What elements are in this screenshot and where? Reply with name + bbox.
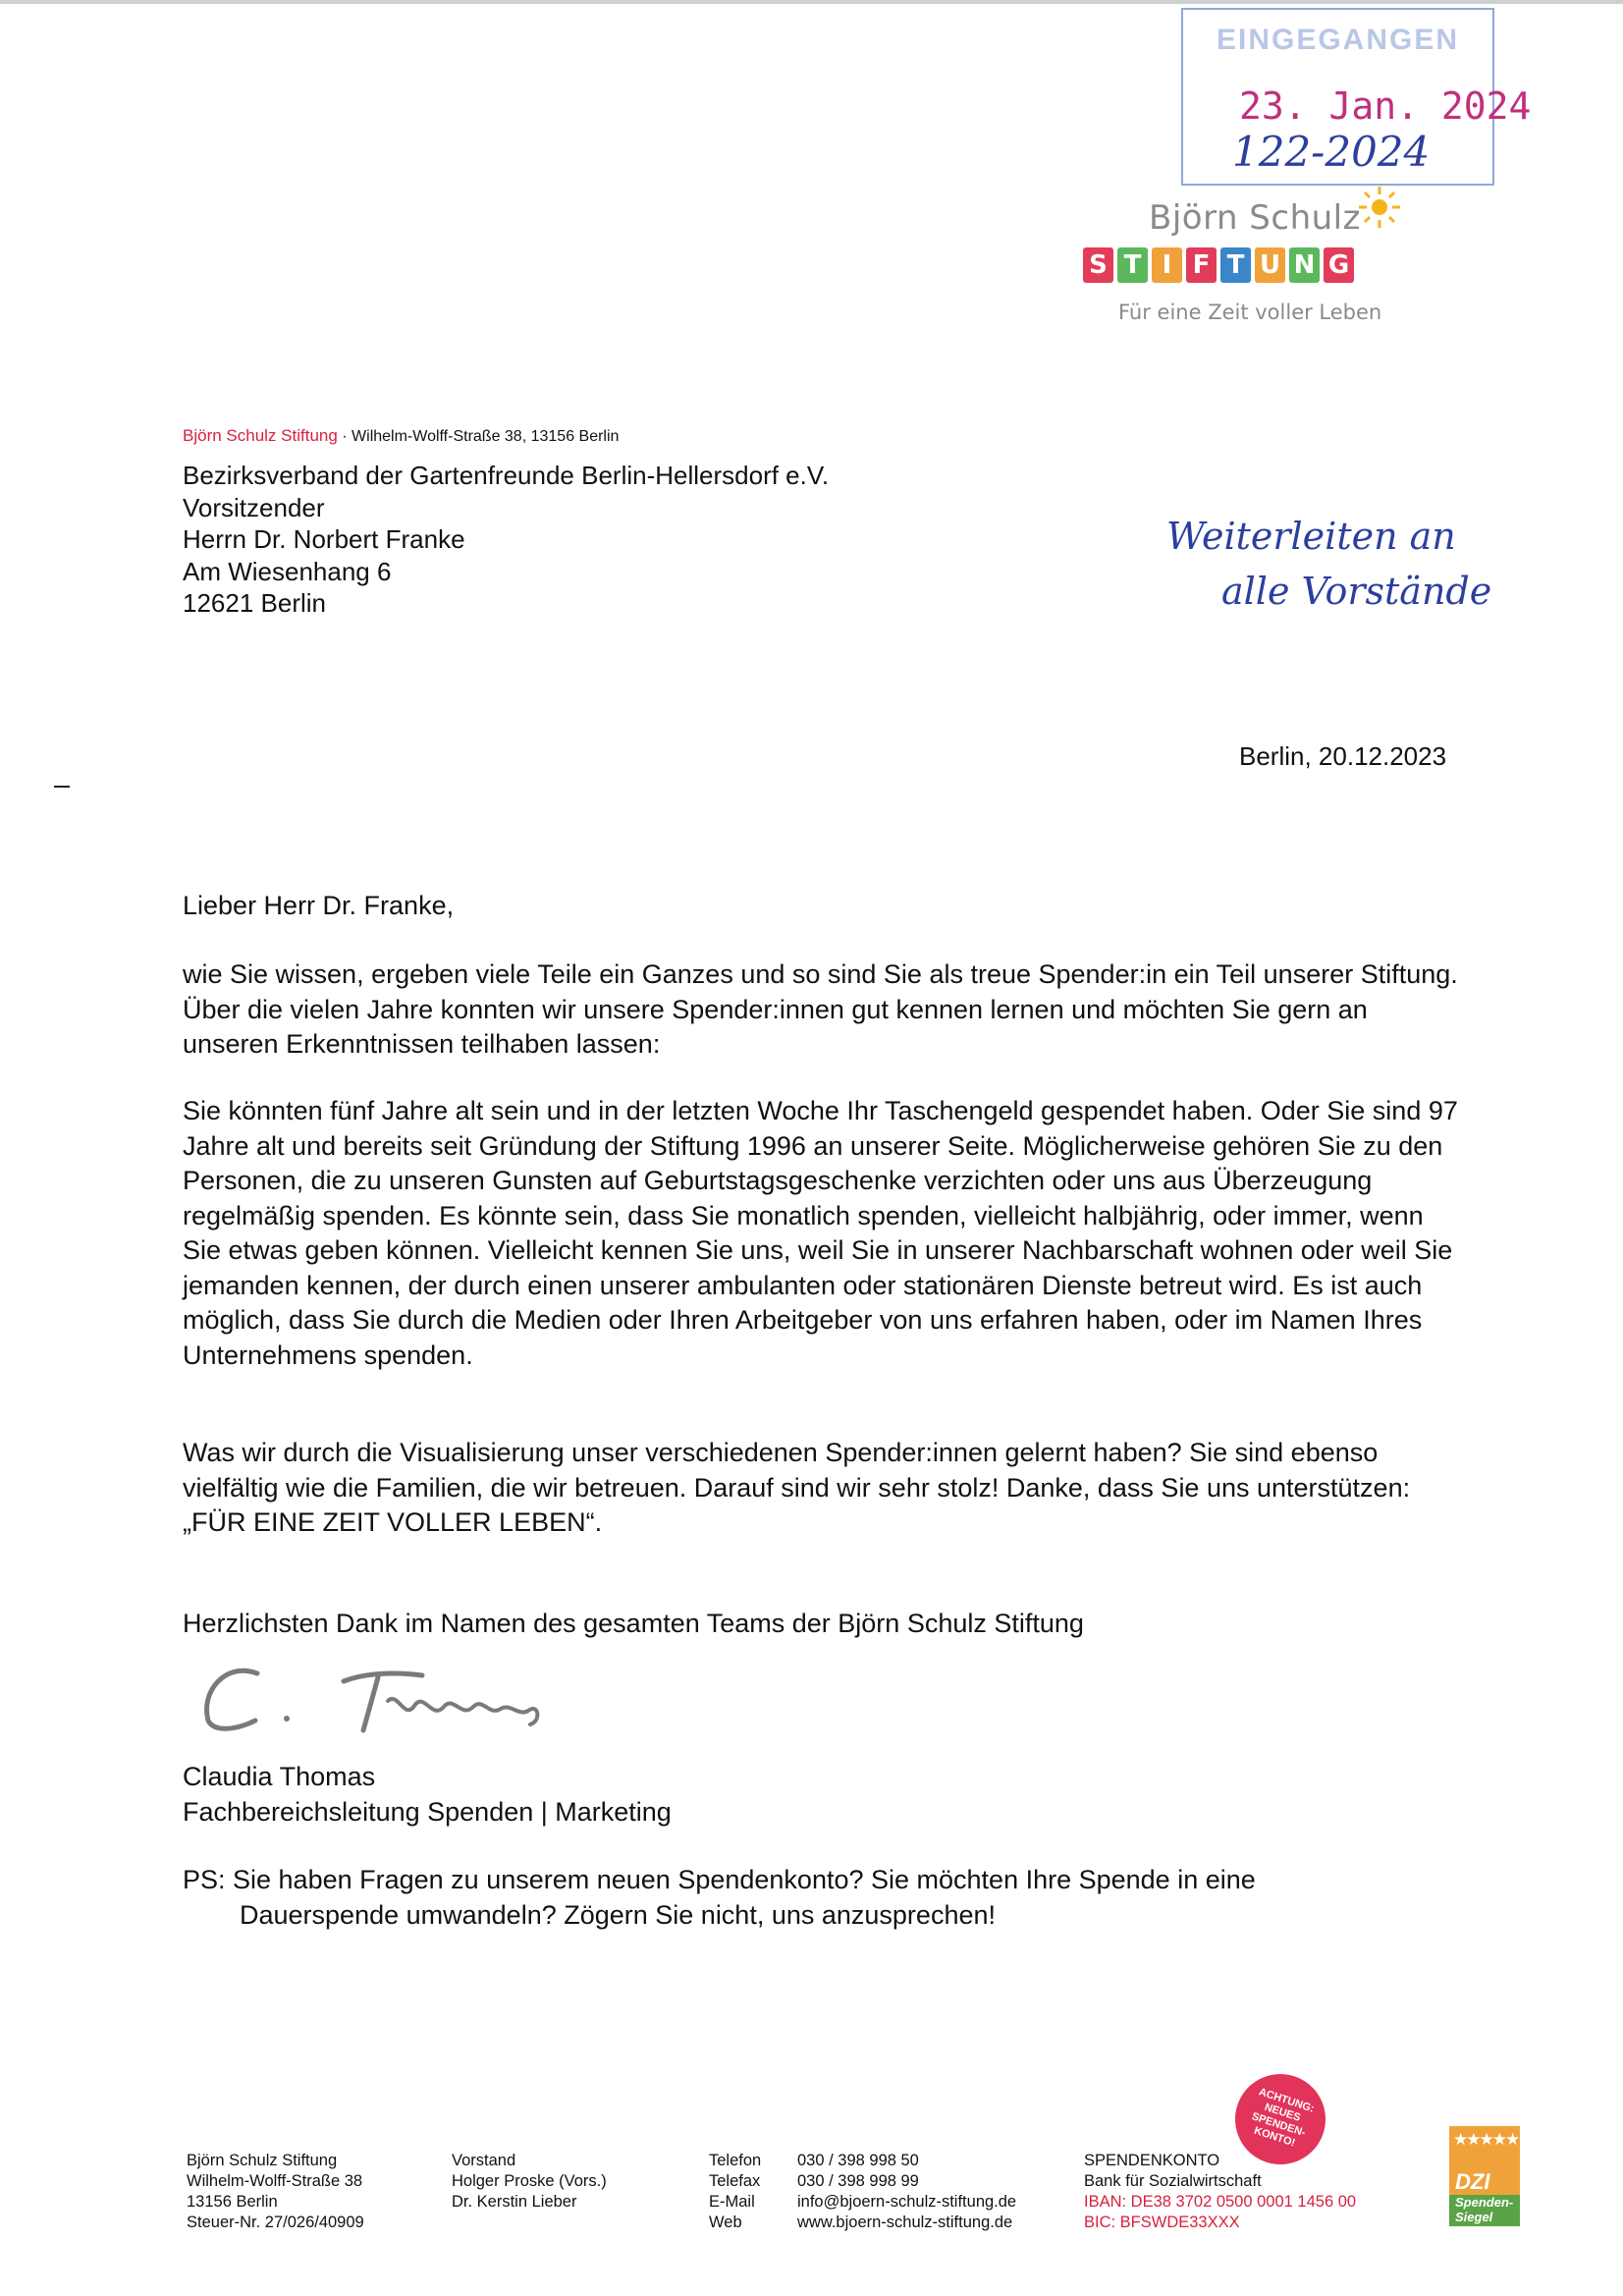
paragraph-1: wie Sie wissen, ergeben viele Teile ein Ganzes und so sind Sie als treue Spender:in ein Teil unserer Stiftung. Über die vielen Jahre konnten wir unsere Spender:innen gut kennen lernen und möchten Sie gern an unseren Erkenntnissen teilhaben lassen: [183, 959, 1458, 1059]
postscript-line: Dauerspende umwandeln? Zögern Sie nicht, uns anzusprechen! [240, 1899, 996, 1930]
logo-name: Björn Schulz [1149, 198, 1361, 238]
sender-address: · Wilhelm-Wolff-Straße 38, 13156 Berlin [337, 428, 620, 445]
footer-line: SPENDENKONTO [1084, 2152, 1220, 2169]
footer-line: Dr. Kerstin Lieber [452, 2193, 577, 2211]
footer-bic: BIC: BFSWDE33XXX [1084, 2214, 1240, 2231]
letter-date: Berlin, 20.12.2023 [1239, 741, 1447, 771]
logo-letter-tile: T [1220, 247, 1251, 283]
logo-letter-tile: I [1152, 247, 1182, 283]
recipient-line: Am Wiesenhang 6 [183, 556, 392, 586]
footer-line: E-Mail [709, 2193, 755, 2211]
logo-letter-tile: U [1255, 247, 1285, 283]
stamp-reference: 122-2024 [1232, 128, 1431, 176]
recipient-line: Herrn Dr. Norbert Franke [183, 524, 465, 554]
footer-contact-labels [709, 2151, 761, 2233]
handwritten-note-line: Weiterleiten an [1166, 515, 1456, 558]
footer-board [452, 2151, 607, 2213]
handwritten-note [1166, 509, 1491, 619]
dzi-seal-label: DZI [1455, 2169, 1490, 2194]
signer-block [183, 1760, 672, 1830]
recipient-address [183, 460, 829, 620]
logo-word-stiftung [1083, 247, 1354, 283]
logo-letter-tile: T [1117, 247, 1148, 283]
stamp-header: EINGEGANGEN [1216, 24, 1460, 56]
footer-line: Web [709, 2214, 742, 2231]
postscript [183, 1863, 1256, 1933]
fold-mark [54, 786, 70, 788]
footer-fax: 030 / 398 998 99 [797, 2172, 919, 2190]
footer-contact-values [797, 2151, 1016, 2233]
footer-email-link[interactable]: info@bjoern-schulz-stiftung.de [797, 2193, 1017, 2211]
paragraph-2: Sie könnten fünf Jahre alt sein und in der letzten Woche Ihr Taschengeld gespendet haben. Oder Sie sind 97 Jahre alt und bereits seit Gründung der Stiftung 1996 an unserer Seite. Möglicherweise gehören Sie zu den Personen, die zu unseren Gunsten auf Geburtstagsgeschenke verzichten oder uns aus Überzeugung regelmäßig spenden. Es könnte sein, dass Sie monatlich spenden, vielleicht halbjährig, oder immer, wenn Sie etwas geben können. Vielleicht kennen Sie uns, weil Sie in unserer Nachbarschaft wohnen oder weil Sie jemanden kennen, der durch einen unserer ambulanten oder stationären Dienste betreut wird. Es ist auch möglich, dass Sie durch die Medien oder Ihren Arbeitgeber von uns erfahren haben, oder im Namen Ihres Unternehmens spenden. [183, 1096, 1458, 1370]
footer-line: Björn Schulz Stiftung [187, 2152, 338, 2169]
footer-line: Vorstand [452, 2152, 516, 2169]
stamp-date: 23. Jan. 2024 [1239, 84, 1532, 128]
footer-line: Holger Proske (Vors.) [452, 2172, 607, 2190]
recipient-line: 12621 Berlin [183, 588, 326, 618]
logo-letter-tile: F [1186, 247, 1217, 283]
recipient-line: Vorsitzender [183, 492, 325, 522]
dzi-seal-top [1449, 2126, 1520, 2195]
footer-phone: 030 / 398 998 50 [797, 2152, 919, 2169]
footer-line: Bank für Sozialwirtschaft [1084, 2172, 1262, 2190]
dzi-seal-caption: Spenden-Siegel [1449, 2195, 1520, 2226]
logo-letter-tile: N [1289, 247, 1320, 283]
handwritten-signature [196, 1652, 569, 1740]
footer-line: 13156 Berlin [187, 2193, 278, 2211]
dzi-seal [1449, 2126, 1520, 2226]
footer-line: Telefon [709, 2152, 762, 2169]
star-icon: ★★★★★ [1453, 2130, 1519, 2149]
footer-bank-account [1084, 2151, 1356, 2233]
badge-text: ACHTUNG: NEUES SPENDEN-KONTO! [1250, 2086, 1316, 2150]
recipient-line: Bezirksverband der Gartenfreunde Berlin-Hellersdorf e.V. [183, 461, 830, 490]
footer-line: Wilhelm-Wolff-Straße 38 [187, 2172, 363, 2190]
paragraph-3: Was wir durch die Visualisierung unser verschiedenen Spender:innen gelernt haben? Sie sind ebenso vielfältig wie die Familien, die wir betreuen. Darauf sind wir sehr stolz! Danke, dass Sie uns unterstützen: „FÜR EINE ZEIT VOLLER LEBEN“. [183, 1438, 1411, 1537]
sender-line [183, 426, 619, 446]
footer-line: Steuer-Nr. 27/026/40909 [187, 2214, 364, 2231]
closing: Herzlichsten Dank im Namen des gesamten Teams der Björn Schulz Stiftung [183, 1609, 1084, 1638]
footer-web-link[interactable]: www.bjoern-schulz-stiftung.de [797, 2214, 1013, 2231]
footer-iban: IBAN: DE38 3702 0500 0001 1456 00 [1084, 2193, 1357, 2211]
logo-tagline: Für eine Zeit voller Leben [1118, 301, 1382, 324]
signer-title: Fachbereichsleitung Spenden | Marketing [183, 1796, 672, 1827]
handwritten-note-line: alle Vorstände [1221, 570, 1492, 613]
footer-organization [187, 2151, 364, 2233]
postscript-line: PS: Sie haben Fragen zu unserem neuen Spendenkonto? Sie möchten Ihre Spende in eine [183, 1865, 1256, 1894]
logo-letter-tile: G [1324, 247, 1354, 283]
salutation: Lieber Herr Dr. Franke, [183, 891, 455, 920]
sender-org: Björn Schulz Stiftung [183, 426, 338, 445]
signer-name: Claudia Thomas [183, 1762, 376, 1791]
logo-letter-tile: S [1083, 247, 1113, 283]
sun-icon [1357, 185, 1402, 230]
footer-line: Telefax [709, 2172, 761, 2190]
scan-top-edge [0, 0, 1623, 4]
